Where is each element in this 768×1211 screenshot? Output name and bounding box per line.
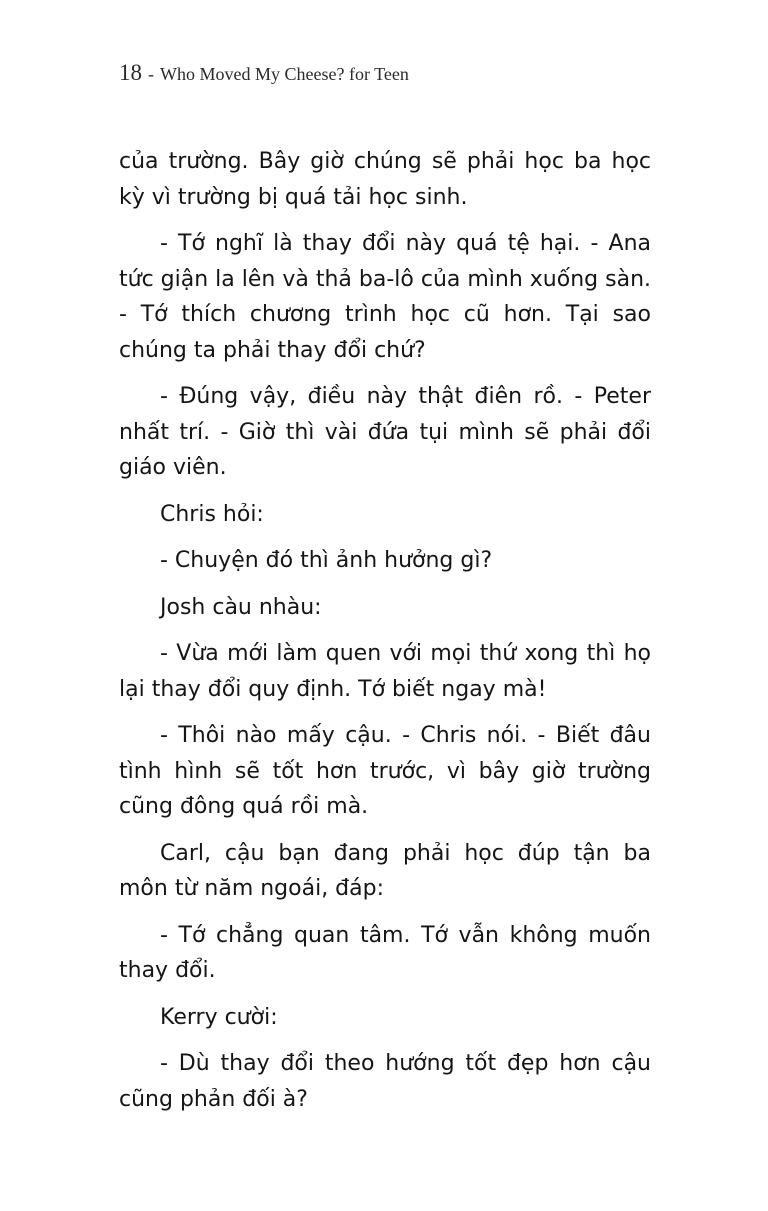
page-number: 18 bbox=[119, 60, 142, 85]
paragraph: Josh càu nhàu: bbox=[160, 594, 322, 620]
paragraph: - Dù thay đổi theo hướng tốt đẹp hơn cậu cũng phản đối à? bbox=[119, 1051, 651, 1112]
book-title: Who Moved My Cheese? for Teen bbox=[160, 64, 409, 84]
paragraph: - Đúng vậy, điều này thật điên rồ. - Peter nhất trí. - Giờ thì vài đứa tụi mình sẽ phải đổi giáo viên. bbox=[119, 384, 651, 480]
paragraph: Kerry cười: bbox=[160, 1004, 278, 1030]
paragraph: Carl, cậu bạn đang phải học đúp tận ba môn từ năm ngoái, đáp: bbox=[119, 840, 651, 901]
paragraph: - Tớ chẳng quan tâm. Tớ vẫn không muốn thay đổi. bbox=[119, 922, 651, 983]
header-separator: - bbox=[148, 64, 154, 84]
paragraph: Chris hỏi: bbox=[160, 501, 264, 527]
page-body-text bbox=[119, 144, 651, 1128]
running-header bbox=[119, 60, 409, 86]
paragraph: của trường. Bây giờ chúng sẽ phải học ba học kỳ vì trường bị quá tải học sinh. bbox=[119, 149, 651, 210]
paragraph: - Chuyện đó thì ảnh hưởng gì? bbox=[160, 548, 493, 573]
paragraph: - Tớ nghĩ là thay đổi này quá tệ hại. - Ana tức giận la lên và thả ba-lô của mình xuống sàn. - Tớ thích chương trình học cũ hơn. Tại sao chúng ta phải thay đổi chứ? bbox=[119, 231, 651, 363]
paragraph: - Vừa mới làm quen với mọi thứ xong thì họ lại thay đổi quy định. Tớ biết ngay mà! bbox=[119, 641, 651, 702]
paragraph: - Thôi nào mấy cậu. - Chris nói. - Biết đâu tình hình sẽ tốt hơn trước, vì bây giờ trường cũng đông quá rồi mà. bbox=[119, 723, 651, 819]
